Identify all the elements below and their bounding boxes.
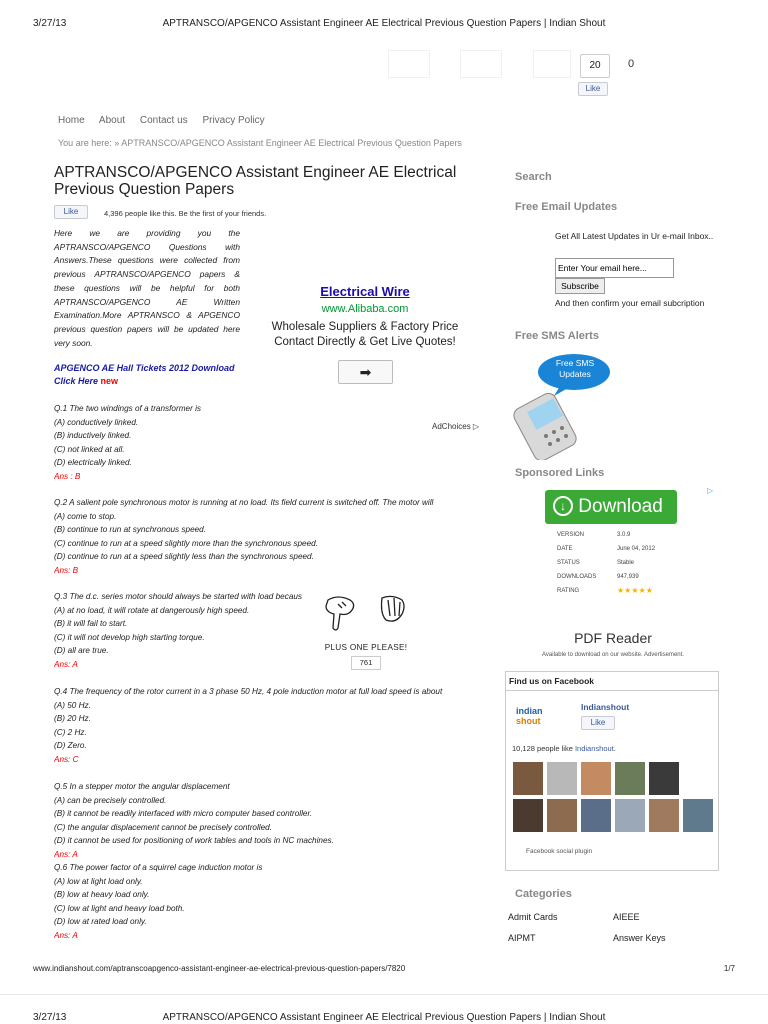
- fb-people-link[interactable]: Indianshout: [574, 744, 614, 753]
- ad-block: [262, 284, 468, 380]
- answer: Ans: A: [54, 930, 78, 940]
- pointing-hands-icon: [316, 590, 416, 636]
- ad-headline[interactable]: Electrical Wire: [320, 284, 410, 299]
- category-aieee[interactable]: AIEEE: [613, 912, 640, 922]
- option-d: (D) continue to run at a speed slightly less than the synchronous speed.: [54, 552, 314, 562]
- answer: Ans : B: [54, 471, 81, 481]
- option-b: (B) it cannot be readily interfaced with micro computer based controller.: [54, 809, 313, 819]
- question-3: [54, 590, 322, 672]
- question-text: Q.4 The frequency of the rotor current in a 3 phase 50 Hz, 4 pole induction motor at full load speed is about: [54, 687, 443, 696]
- categories-heading: Categories: [515, 888, 572, 900]
- plus-one-count: 761: [351, 656, 381, 670]
- hall-ticket-line1[interactable]: APGENCO AE Hall Tickets 2012 Download: [54, 363, 235, 373]
- rating-stars: ★★★★★: [617, 586, 653, 595]
- print-date: 3/27/13: [33, 18, 67, 29]
- print-title: APTRANSCO/APGENCO Assistant Engineer AE Electrical Previous Question Papers | Indian Shout: [162, 18, 606, 29]
- option-c: (C) not linked at all.: [54, 444, 125, 454]
- fan-avatar[interactable]: [547, 762, 577, 795]
- facebook-like-box: [505, 671, 719, 871]
- download-button[interactable]: [545, 490, 677, 524]
- question-text: Q.3 The d.c. series motor should always be started with load becaus: [54, 592, 303, 601]
- option-a: (A) low at light load only.: [54, 876, 143, 886]
- fan-avatar[interactable]: [581, 799, 611, 832]
- category-aipmt[interactable]: AIPMT: [508, 933, 536, 943]
- option-d: (D) Zero.: [54, 741, 87, 751]
- post-like-button[interactable]: Like: [54, 205, 88, 219]
- option-c: (C) 2 Hz.: [54, 727, 87, 737]
- ad-description: Wholesale Suppliers & Factory Price Contact Directly & Get Live Quotes!: [271, 321, 459, 348]
- option-c: (C) low at light and heavy load both.: [54, 903, 185, 913]
- option-c: (C) the angular displacement cannot be precisely controlled.: [54, 822, 272, 832]
- fan-avatar[interactable]: [649, 799, 679, 832]
- option-c: (C) continue to run at a speed slightly more than the synchronous speed.: [54, 538, 318, 548]
- adchoices-label[interactable]: AdChoices ▷: [432, 422, 480, 431]
- question-1: [54, 402, 484, 484]
- fan-avatar[interactable]: [683, 799, 713, 832]
- nav-privacy[interactable]: Privacy Policy: [202, 115, 265, 126]
- download-icon: ↓: [553, 496, 573, 516]
- page-title: APTRANSCO/APGENCO Assistant Engineer AE Electrical Previous Question Papers: [54, 164, 457, 198]
- indianshout-logo[interactable]: indian shout: [516, 706, 543, 726]
- intro-paragraph: Here we are providing you the APTRANSCO/APGENCO Questions with Answers.These questions were collected from previous APTRANSCO/APGENCO papers & these questions will be helpful for both APTRANSCO/APGENCO AE Written Examination.More APTRANSCO & APGENCO previous question papers will be updated here very soon.: [54, 228, 240, 348]
- download-ad[interactable]: [505, 486, 721, 662]
- pdf-reader-subtitle: Available to download on our website. Advertisement.: [542, 652, 684, 658]
- question-4: [54, 685, 484, 767]
- page-url: www.indianshout.com/aptranscoapgenco-assistant-engineer-ae-electrical-previous-question-papers/7820: [33, 964, 406, 973]
- nav-home[interactable]: Home: [58, 115, 85, 126]
- breadcrumb: You are here: » APTRANSCO/APGENCO Assistant Engineer AE Electrical Previous Question Papers: [58, 138, 462, 148]
- search-heading: Search: [515, 171, 552, 183]
- option-b: (B) it will fail to start.: [54, 619, 128, 629]
- answer: Ans: C: [54, 754, 79, 764]
- hall-ticket-link[interactable]: [54, 362, 254, 388]
- question-text: Q.1 The two windings of a transformer is: [54, 404, 201, 413]
- main-nav: [58, 115, 277, 126]
- download-label: Download: [578, 496, 663, 517]
- sponsored-heading: Sponsored Links: [515, 467, 605, 479]
- question-5: [54, 780, 484, 862]
- question-text: Q.6 The power factor of a squirrel cage induction motor is: [54, 863, 263, 872]
- fan-avatar[interactable]: [615, 762, 645, 795]
- top-like-button[interactable]: Like: [578, 82, 608, 96]
- fan-avatar[interactable]: [581, 762, 611, 795]
- confirm-email-text: And then confirm your email subcription: [555, 298, 705, 308]
- empty-slot: [683, 762, 713, 795]
- option-d: (D) it cannot be used for positioning of work tables and tools in NC machines.: [54, 836, 334, 846]
- share-count: 20: [580, 54, 610, 78]
- hall-ticket-click-here[interactable]: Click Here: [54, 376, 99, 386]
- sms-promo-image[interactable]: [510, 350, 622, 460]
- download-info-table: VERSION 3.0.9 DATE June 04, 2012 STATUS Stable DOWNLOADS 947,939 RATING ★★★★★: [557, 528, 677, 598]
- subscribe-button[interactable]: Subscribe: [555, 278, 605, 294]
- page-divider: [0, 994, 768, 995]
- pdf-reader-title: PDF Reader: [574, 630, 652, 646]
- fb-faces-grid: [513, 762, 713, 832]
- question-text: Q.5 In a stepper motor the angular displacement: [54, 782, 230, 791]
- share-widget-2[interactable]: [460, 50, 502, 78]
- category-answer-keys[interactable]: Answer Keys: [613, 933, 666, 943]
- new-badge: new: [100, 376, 119, 386]
- option-a: (A) conductively linked.: [54, 417, 139, 427]
- option-b: (B) 20 Hz.: [54, 714, 91, 724]
- answer: Ans: B: [54, 565, 79, 575]
- fan-avatar[interactable]: [513, 799, 543, 832]
- answer: Ans: A: [54, 849, 78, 859]
- fan-avatar[interactable]: [547, 799, 577, 832]
- fb-like-button[interactable]: Like: [581, 716, 615, 730]
- print-title: APTRANSCO/APGENCO Assistant Engineer AE Electrical Previous Question Papers | Indian Shout: [162, 1012, 606, 1023]
- category-admit-cards[interactable]: Admit Cards: [508, 912, 558, 922]
- option-a: (A) 50 Hz.: [54, 700, 91, 710]
- question-text: Q.2 A salient pole synchronous motor is running at no load. Its field current is switched off. The motor will: [54, 498, 434, 507]
- fb-box-header: Find us on Facebook: [506, 672, 718, 691]
- option-d: (D) low at rated load only.: [54, 917, 147, 927]
- question-2: [54, 496, 484, 578]
- email-updates-text: Get All Latest Updates in Ur e-mail Inbox..: [555, 231, 714, 241]
- print-footer: [33, 964, 735, 973]
- email-input[interactable]: [555, 258, 674, 278]
- option-a: (A) come to stop.: [54, 511, 117, 521]
- question-6: [54, 861, 484, 943]
- plus-one-widget[interactable]: [316, 590, 416, 670]
- ad-url[interactable]: www.Alibaba.com: [321, 303, 409, 315]
- free-sms-heading: Free SMS Alerts: [515, 330, 599, 342]
- option-b: (B) inductively linked.: [54, 431, 132, 441]
- option-b: (B) continue to run at synchronous speed.: [54, 525, 207, 535]
- fb-people-count: 10,128 people like Indianshout.: [512, 744, 616, 753]
- fan-avatar[interactable]: [513, 762, 543, 795]
- post-like-count: 4,396 people like this. Be the first of your friends.: [104, 209, 267, 218]
- page-number: 1/7: [723, 964, 735, 973]
- fb-plugin-label: Facebook social plugin: [526, 848, 593, 855]
- print-date: 3/27/13: [33, 1012, 67, 1023]
- nav-contact[interactable]: Contact us: [139, 115, 188, 126]
- plus-one-text: PLUS ONE PLEASE!: [324, 643, 408, 652]
- option-a: (A) can be precisely controlled.: [54, 795, 167, 805]
- social-share-bar: [388, 50, 648, 100]
- option-c: (C) it will not develop high starting torque.: [54, 632, 205, 642]
- fan-avatar[interactable]: [649, 762, 679, 795]
- adchoices-icon[interactable]: ▷: [707, 486, 714, 495]
- option-d: (D) all are true.: [54, 646, 109, 656]
- fan-avatar[interactable]: [615, 799, 645, 832]
- option-b: (B) low at heavy load only.: [54, 890, 150, 900]
- answer: Ans: A: [54, 659, 78, 669]
- option-a: (A) at no load, it will rotate at dangerously high speed.: [54, 605, 250, 615]
- option-d: (D) electrically linked.: [54, 458, 132, 468]
- share-count-zero: 0: [628, 58, 635, 70]
- nav-about[interactable]: About: [98, 115, 126, 126]
- sms-bubble-text: Free SMS Updates: [555, 358, 595, 379]
- fb-page-name[interactable]: Indianshout: [581, 702, 630, 712]
- share-widget-1[interactable]: [388, 50, 430, 78]
- free-email-heading: Free Email Updates: [515, 201, 618, 213]
- ad-arrow-button[interactable]: ➡: [338, 360, 393, 384]
- share-widget-3[interactable]: [533, 50, 571, 78]
